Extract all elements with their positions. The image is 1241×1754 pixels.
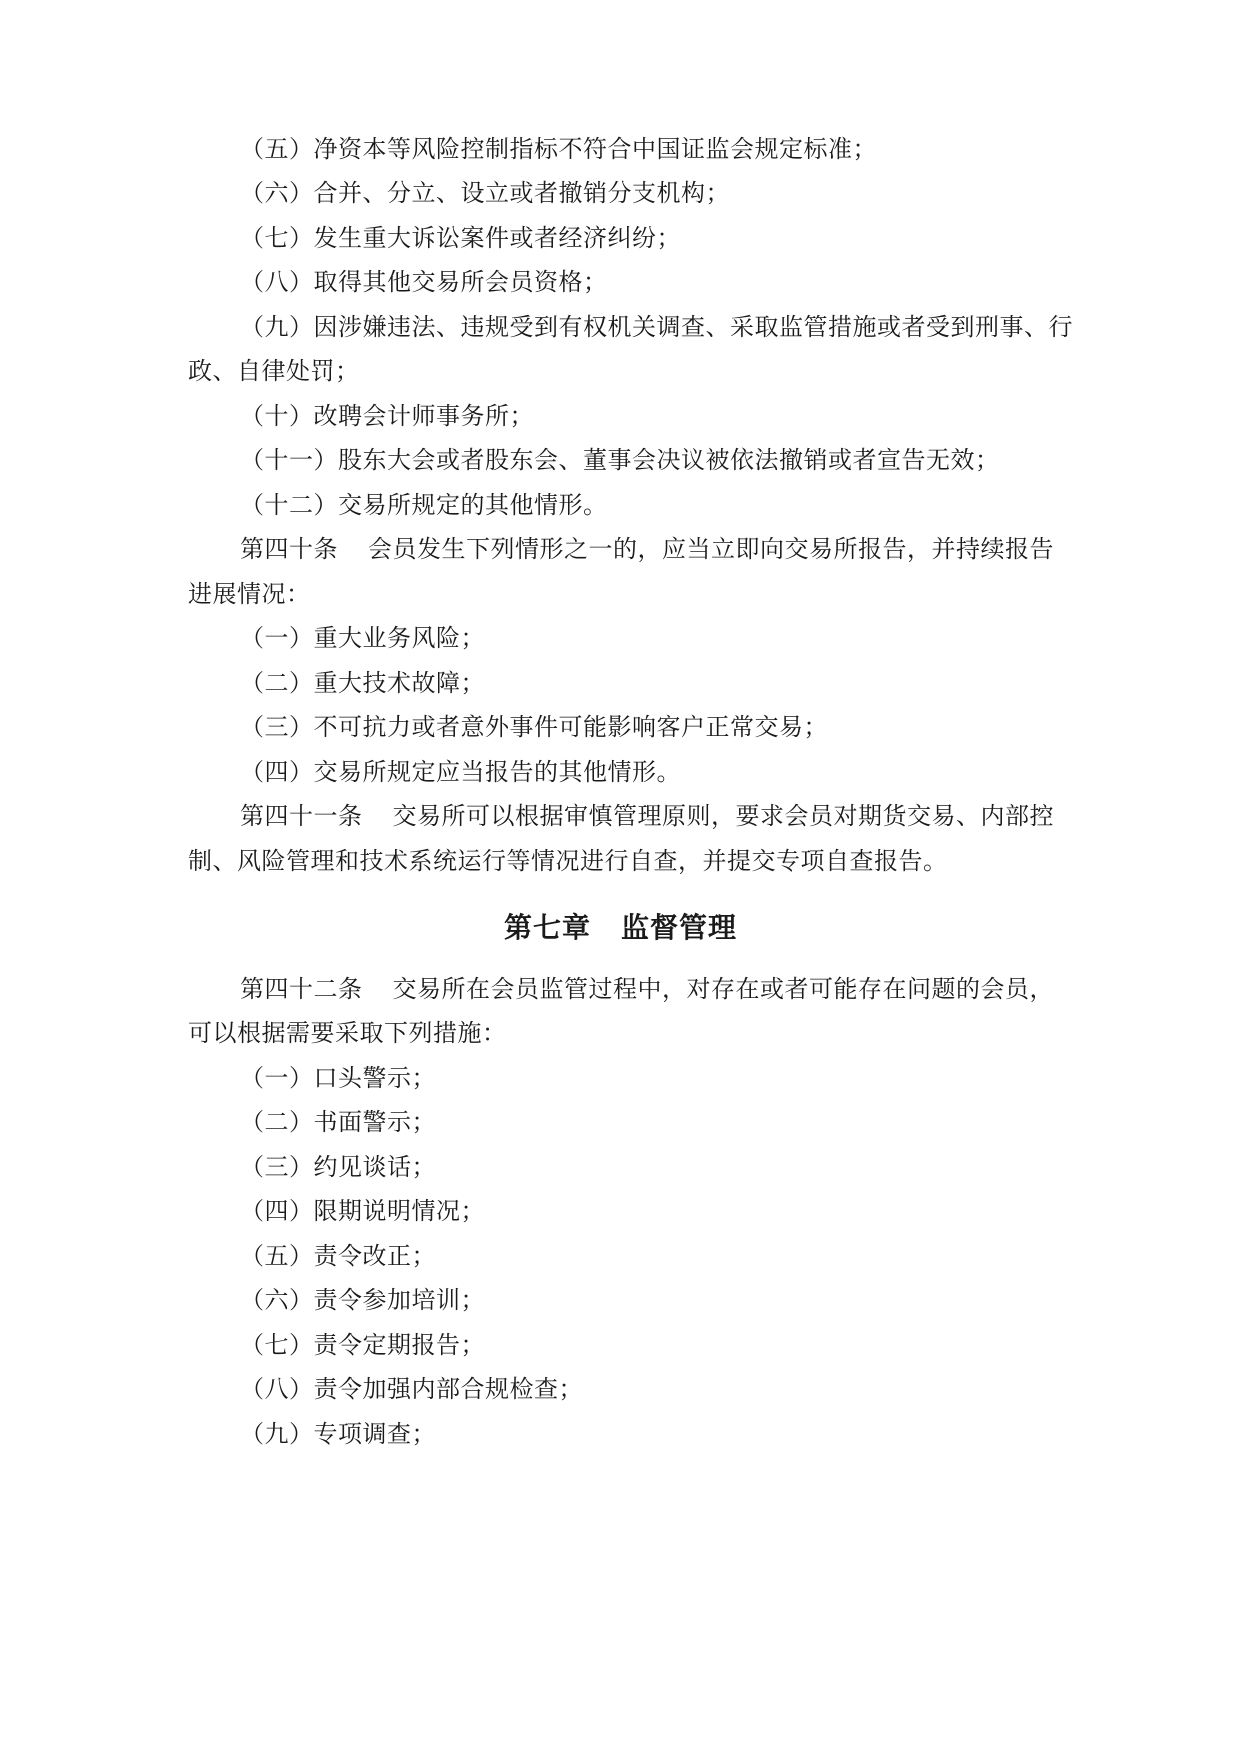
list-item: （四）交易所规定应当报告的其他情形。: [240, 758, 681, 786]
list-item: （一）口头警示；: [240, 1064, 436, 1092]
list-item: （三）约见谈话；: [240, 1153, 436, 1181]
clause-line: （十）改聘会计师事务所；: [240, 402, 534, 430]
list-item: （三）不可抗力或者意外事件可能影响客户正常交易；: [240, 713, 828, 741]
list-item: （六）责令参加培训；: [240, 1286, 485, 1314]
clause-line: （五）净资本等风险控制指标不符合中国证监会规定标准；: [240, 135, 877, 163]
clause-line: （十一）股东大会或者股东会、董事会决议被依法撤销或者宣告无效；: [240, 446, 1000, 474]
article-text: 制、风险管理和技术系统运行等情况进行自查，并提交专项自查报告。: [188, 847, 948, 875]
clause-line: 政、自律处罚；: [188, 357, 360, 385]
article-40: [240, 534, 1054, 564]
list-item: （七）责令定期报告；: [240, 1331, 485, 1359]
article-number: 第四十一条: [240, 802, 363, 830]
list-item: （九）专项调查；: [240, 1420, 436, 1448]
article-number: 第四十条: [240, 535, 338, 563]
chapter-heading: [0, 910, 1241, 946]
article-text: 交易所可以根据审慎管理原则，要求会员对期货交易、内部控: [392, 802, 1054, 830]
list-item: （五）责令改正；: [240, 1242, 436, 1270]
article-number: 第四十二条: [240, 975, 363, 1003]
clause-line: （七）发生重大诉讼案件或者经济纠纷；: [240, 224, 681, 252]
chapter-number: 第七章: [503, 911, 591, 944]
clause-line: （九）因涉嫌违法、违规受到有权机关调查、采取监管措施或者受到刑事、行: [240, 313, 1073, 341]
clause-line: （六）合并、分立、设立或者撤销分支机构；: [240, 179, 730, 207]
clause-line: （十二）交易所规定的其他情形。: [240, 491, 608, 519]
clause-line: （八）取得其他交易所会员资格；: [240, 268, 608, 296]
list-item: （二）重大技术故障；: [240, 669, 485, 697]
article-text: 交易所在会员监管过程中，对存在或者可能存在问题的会员，: [392, 975, 1054, 1003]
article-text: 可以根据需要采取下列措施：: [188, 1019, 507, 1047]
article-41: [240, 801, 1054, 831]
list-item: （四）限期说明情况；: [240, 1197, 485, 1225]
article-42: [240, 974, 1054, 1004]
list-item: （一）重大业务风险；: [240, 624, 485, 652]
chapter-title: 监督管理: [621, 911, 738, 944]
article-text: 会员发生下列情形之一的，应当立即向交易所报告，并持续报告: [368, 535, 1054, 563]
list-item: （八）责令加强内部合规检查；: [240, 1375, 583, 1403]
article-text: 进展情况：: [188, 580, 311, 608]
list-item: （二）书面警示；: [240, 1108, 436, 1136]
